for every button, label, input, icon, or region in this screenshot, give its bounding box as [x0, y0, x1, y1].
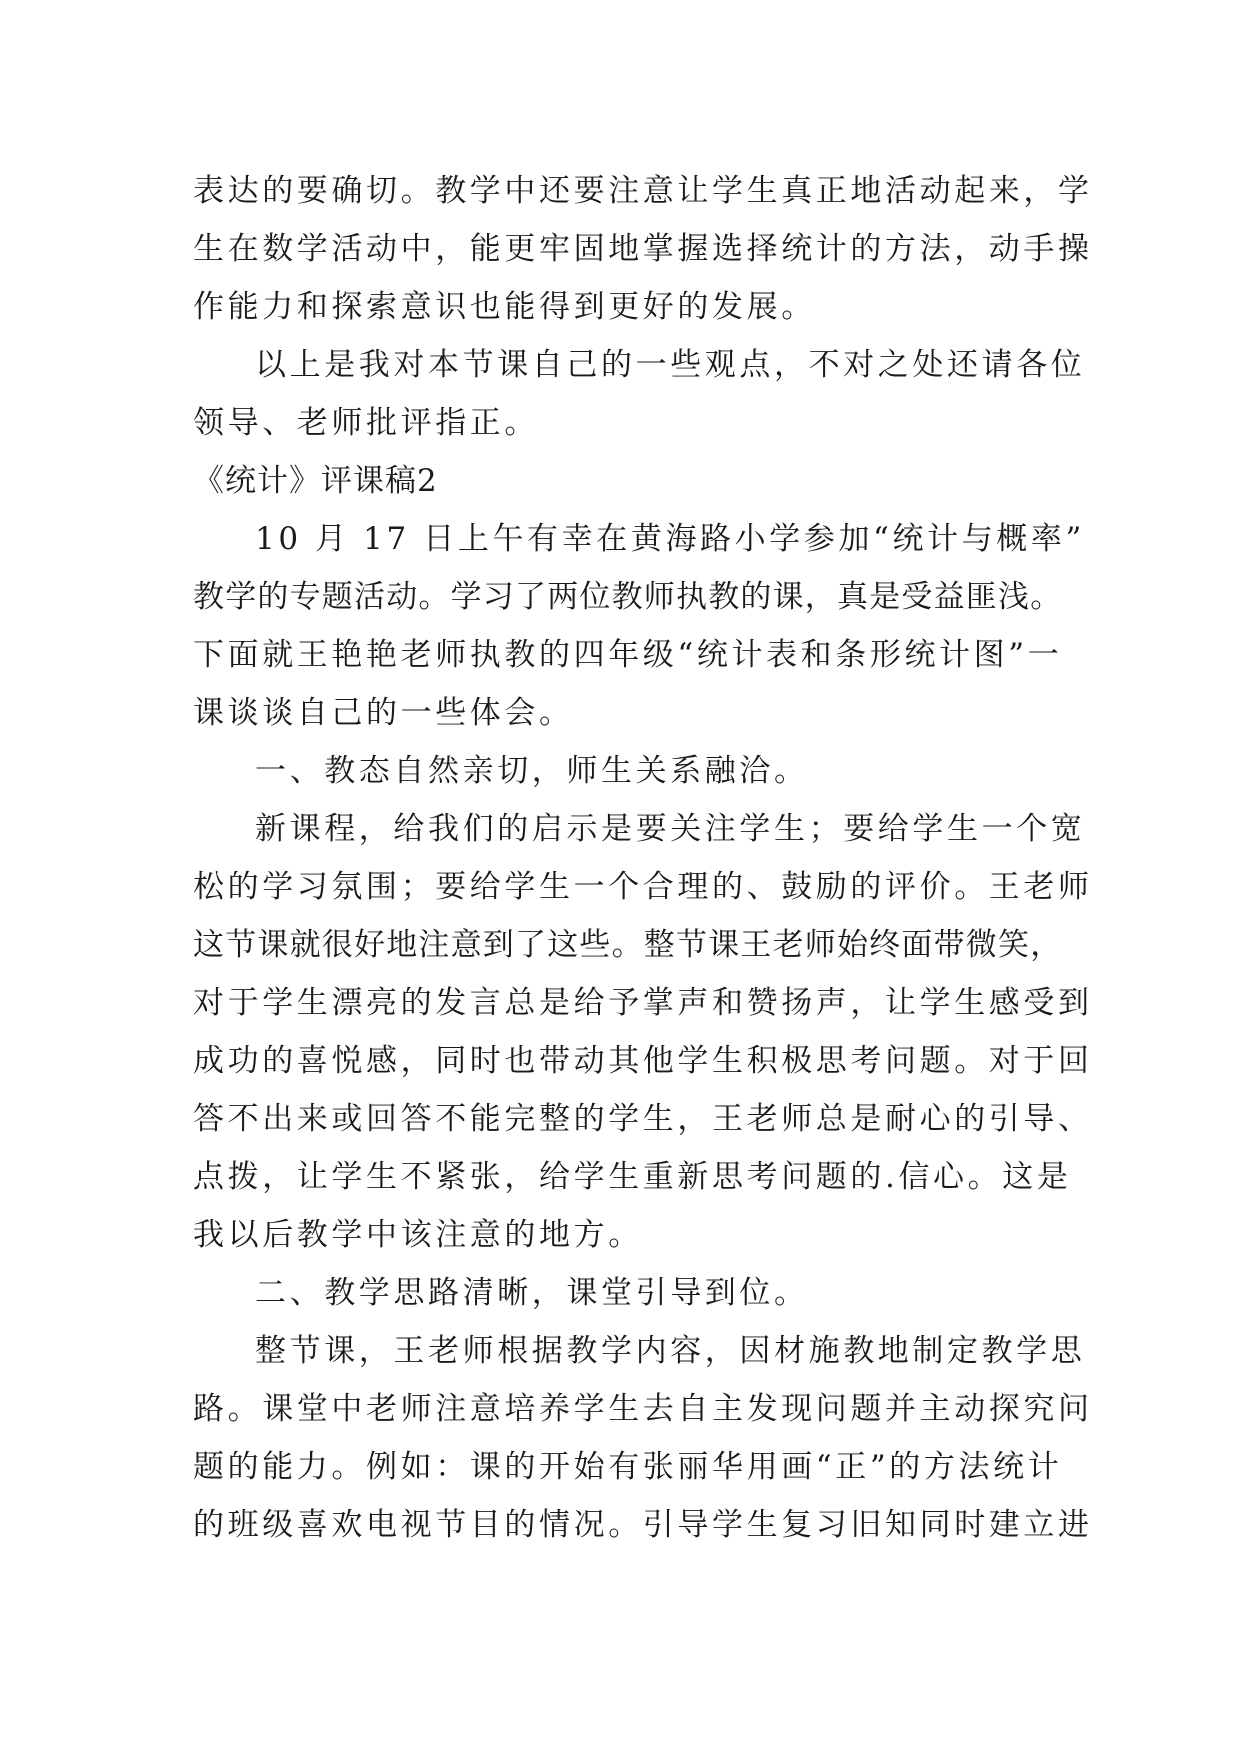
- text-line: 我以后教学中该注意的地方。: [193, 1217, 643, 1253]
- text-line: 作能力和探索意识也能得到更好的发展。: [193, 289, 816, 325]
- text-line: 对于学生漂亮的发言总是给予掌声和赞扬声，让学生感受到: [193, 985, 1093, 1021]
- text-line: 教学的专题活动。学习了两位教师执教的课，真是受益匪浅。: [193, 579, 1063, 615]
- text-line: 新课程，给我们的启示是要关注学生；要给学生一个宽: [255, 811, 1086, 847]
- text-line: 答不出来或回答不能完整的学生，王老师总是耐心的引导、: [193, 1101, 1093, 1137]
- section-title: 《统计》评课稿2: [193, 463, 438, 499]
- document-body: [193, 162, 1093, 1554]
- text-line: 题的能力。例如：课的开始有张丽华用画“正”的方法统计: [193, 1449, 1063, 1485]
- section-heading: 一、教态自然亲切，师生关系融洽。: [255, 753, 809, 789]
- text-line: 这节课就很好地注意到了这些。整节课王老师始终面带微笑，: [193, 927, 1063, 963]
- text-line: 成功的喜悦感，同时也带动其他学生积极思考问题。对于回: [193, 1043, 1093, 1079]
- text-line: 课谈谈自己的一些体会。: [193, 695, 574, 731]
- text-line: 路。课堂中老师注意培养学生去自主发现问题并主动探究问: [193, 1391, 1093, 1427]
- text-line: 点拨，让学生不紧张，给学生重新思考问题的.信心。这是: [193, 1159, 1072, 1195]
- text-line: 整节课，王老师根据教学内容，因材施教地制定教学思: [255, 1333, 1086, 1369]
- section-heading: 二、教学思路清晰，课堂引导到位。: [255, 1275, 809, 1311]
- text-line: 生在数学活动中，能更牢固地掌握选择统计的方法，动手操: [193, 231, 1093, 267]
- text-line: 10 月 17 日上午有幸在黄海路小学参加“统计与概率”: [255, 521, 1085, 557]
- text-line: 以上是我对本节课自己的一些观点，不对之处还请各位: [255, 347, 1086, 383]
- text-line: 领导、老师批评指正。: [193, 405, 539, 441]
- text-line: 的班级喜欢电视节目的情况。引导学生复习旧知同时建立进: [193, 1507, 1093, 1543]
- text-line: 下面就王艳艳老师执教的四年级“统计表和条形统计图”一: [193, 637, 1063, 673]
- text-line: 松的学习氛围；要给学生一个合理的、鼓励的评价。王老师: [193, 869, 1093, 905]
- text-line: 表达的要确切。教学中还要注意让学生真正地活动起来，学: [193, 173, 1093, 209]
